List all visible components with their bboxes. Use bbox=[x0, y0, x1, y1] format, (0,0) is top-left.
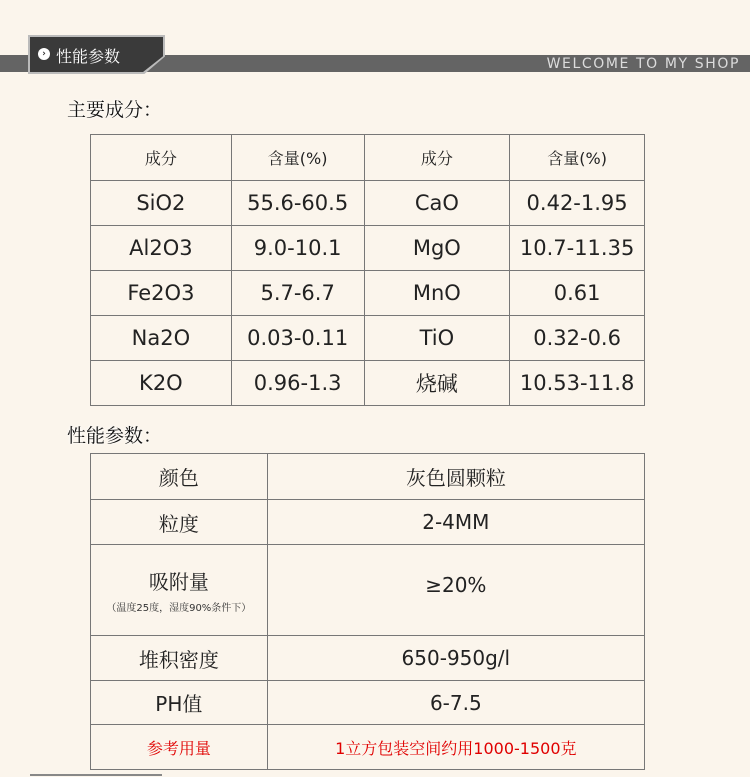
component-name: Al2O3 bbox=[91, 226, 232, 271]
table-row bbox=[91, 181, 645, 226]
column-header: 成分 bbox=[91, 135, 232, 181]
component-content: 9.0-10.1 bbox=[231, 226, 364, 271]
property-value: 6-7.5 bbox=[267, 681, 644, 725]
component-name: MgO bbox=[364, 226, 510, 271]
property-label: 堆积密度 bbox=[91, 636, 268, 681]
composition-table bbox=[90, 134, 645, 406]
chevron-right-icon: › bbox=[38, 48, 50, 60]
property-value: 650-950g/l bbox=[267, 636, 644, 681]
component-name: 烧碱 bbox=[364, 361, 510, 406]
component-content: 55.6-60.5 bbox=[231, 181, 364, 226]
component-name: K2O bbox=[91, 361, 232, 406]
header-tab-title: 性能参数 bbox=[56, 47, 121, 66]
component-content: 0.03-0.11 bbox=[231, 316, 364, 361]
column-header: 含量(%) bbox=[231, 135, 364, 181]
property-label-cell bbox=[91, 545, 268, 636]
component-content: 0.61 bbox=[510, 271, 645, 316]
table-row bbox=[91, 681, 645, 725]
property-value: 2-4MM bbox=[267, 500, 644, 545]
table-row bbox=[91, 271, 645, 316]
component-name: Fe2O3 bbox=[91, 271, 232, 316]
property-label: 吸附量 bbox=[148, 570, 209, 594]
component-content: 0.42-1.95 bbox=[510, 181, 645, 226]
table-row bbox=[91, 725, 645, 770]
composition-heading: 主要成分： bbox=[67, 99, 163, 121]
component-content: 10.53-11.8 bbox=[510, 361, 645, 406]
property-value: ≥20% bbox=[267, 545, 644, 636]
component-name: Na2O bbox=[91, 316, 232, 361]
property-label: 颜色 bbox=[91, 454, 268, 500]
component-content: 0.96-1.3 bbox=[231, 361, 364, 406]
performance-heading: 性能参数： bbox=[67, 425, 163, 447]
property-value: 1立方包装空间约用1000-1500克 bbox=[267, 725, 644, 770]
component-content: 10.7-11.35 bbox=[510, 226, 645, 271]
table-row bbox=[91, 636, 645, 681]
table-row bbox=[91, 500, 645, 545]
property-label: 参考用量 bbox=[91, 725, 268, 770]
component-name: MnO bbox=[364, 271, 510, 316]
property-value: 灰色圆颗粒 bbox=[267, 454, 644, 500]
performance-table bbox=[90, 453, 645, 770]
bottom-divider bbox=[30, 774, 162, 776]
table-header-row bbox=[91, 135, 645, 181]
component-content: 0.32-0.6 bbox=[510, 316, 645, 361]
property-label: PH值 bbox=[91, 681, 268, 725]
column-header: 成分 bbox=[364, 135, 510, 181]
component-name: TiO bbox=[364, 316, 510, 361]
welcome-text: WELCOME TO MY SHOP bbox=[546, 56, 740, 72]
table-row bbox=[91, 545, 645, 636]
property-label: 粒度 bbox=[91, 500, 268, 545]
table-row bbox=[91, 454, 645, 500]
component-content: 5.7-6.7 bbox=[231, 271, 364, 316]
component-name: CaO bbox=[364, 181, 510, 226]
property-note: （温度25度，湿度90%条件下） bbox=[106, 603, 252, 614]
component-name: SiO2 bbox=[91, 181, 232, 226]
table-row bbox=[91, 226, 645, 271]
table-row bbox=[91, 316, 645, 361]
column-header: 含量(%) bbox=[510, 135, 645, 181]
table-row bbox=[91, 361, 645, 406]
